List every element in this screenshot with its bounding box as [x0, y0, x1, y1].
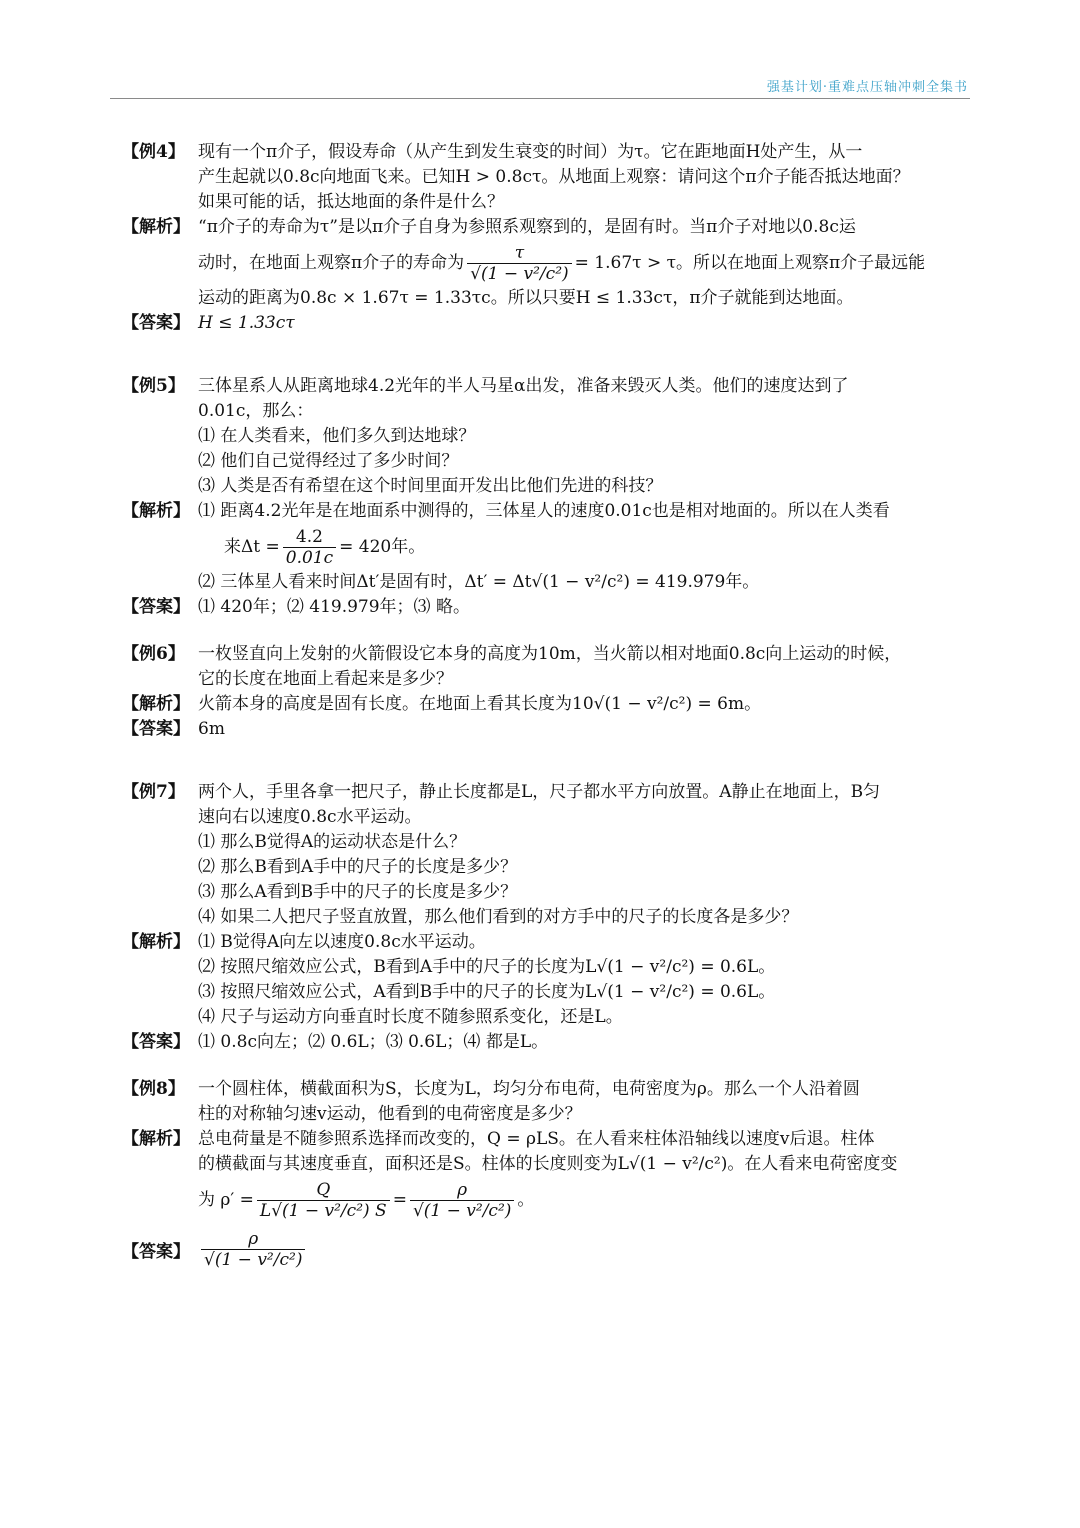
example-6	[122, 642, 967, 742]
solution-text: = 1.67τ > τ。所以在地面上观察π介子最远能	[574, 253, 926, 273]
density-fraction-1	[257, 1180, 390, 1221]
solution-text: 来Δt =	[224, 537, 280, 557]
example-5	[122, 374, 967, 620]
answer-text: H ≤ 1.33cτ	[198, 313, 295, 333]
question-line: 柱的对称轴匀速v运动，他看到的电荷密度是多少？	[198, 1104, 582, 1124]
question-line: 一个圆柱体，横截面积为S，长度为L，均匀分布电荷，电荷密度为ρ。那么一个人沿着圆	[198, 1079, 860, 1099]
fraction-denominator: √(1 − v²/c²)	[412, 1201, 512, 1221]
question-part: ⑶ 人类是否有希望在这个时间里面开发出比他们先进的科技？	[198, 476, 663, 496]
question-part: ⑶ 那么A看到B手中的尺子的长度是多少？	[198, 882, 518, 902]
question-line: 两个人，手里各拿一把尺子，静止长度都是L，尺子都水平方向放置。A静止在地面上，B匀	[198, 782, 881, 802]
question-line: 现有一个π介子，假设寿命（从产生到发生衰变的时间）为τ。它在距地面H处产生，从一	[198, 142, 863, 162]
equals-sign: =	[392, 1190, 407, 1210]
solution-line: 总电荷量是不随参照系选择而改变的，Q = ρLS。在人看来柱体沿轴线以速度v后退。柱体	[198, 1129, 875, 1149]
question-line: 它的长度在地面上看起来是多少？	[198, 669, 453, 689]
document-content	[122, 140, 967, 1275]
solution-line-formula	[198, 524, 967, 570]
solution-label: 【解析】	[122, 694, 190, 714]
solution-label: 【解析】	[122, 932, 190, 952]
fraction-denominator: √(1 − v²/c²)	[470, 264, 569, 284]
solution-text: = 420年。	[339, 537, 426, 557]
answer-text: 6m	[198, 719, 225, 739]
fraction-denominator: 0.01c	[285, 548, 334, 568]
question-part: ⑷ 如果二人把尺子竖直放置，那么他们看到的对方手中的尺子的长度各是多少？	[198, 907, 799, 927]
solution-line: ⑴ B觉得A向左以速度0.8c水平运动。	[198, 932, 486, 952]
question-part: ⑴ 在人类看来，他们多久到达地球？	[198, 426, 476, 446]
answer-label: 【答案】	[122, 1032, 190, 1052]
solution-text: 为 ρ′ =	[198, 1190, 254, 1210]
lifetime-fraction	[467, 243, 571, 284]
example-7	[122, 780, 967, 1055]
example-label: 【例7】	[122, 782, 185, 802]
fraction-numerator: ρ	[201, 1229, 305, 1250]
page-header	[110, 74, 970, 99]
density-fraction-2	[410, 1180, 514, 1221]
question-line: 三体星系人从距离地球4.2光年的半人马星α出发，准备来毁灭人类。他们的速度达到了	[198, 376, 849, 396]
solution-text: 动时，在地面上观察π介子的寿命为	[198, 253, 465, 273]
question-part: ⑴ 那么B觉得A的运动状态是什么？	[198, 832, 467, 852]
fraction-numerator: Q	[257, 1180, 390, 1201]
answer-text: ⑴ 420年；⑵ 419.979年；⑶ 略。	[198, 597, 470, 617]
solution-line: 的横截面与其速度垂直，面积还是S。柱体的长度则变为L√(1 − v²/c²)。在人看来电荷密度变	[198, 1154, 898, 1174]
fraction-numerator: ρ	[410, 1180, 514, 1201]
solution-label: 【解析】	[122, 501, 190, 521]
solution-line: ⑴ 距离4.2光年是在地面系中测得的，三体星人的速度0.01c也是相对地面的。所以在人类看	[198, 501, 890, 521]
solution-line: ⑷ 尺子与运动方向垂直时长度不随参照系变化，还是L。	[198, 1007, 623, 1027]
solution-line-formula	[198, 240, 967, 286]
solution-text: 。	[517, 1190, 535, 1210]
answer-label: 【答案】	[122, 313, 190, 333]
answer-text: ⑴ 0.8c向左；⑵ 0.6L；⑶ 0.6L；⑷ 都是L。	[198, 1032, 549, 1052]
solution-label: 【解析】	[122, 1129, 190, 1149]
solution-line-formula	[198, 1177, 967, 1223]
solution-line: 火箭本身的高度是固有长度。在地面上看其长度为10√(1 − v²/c²) = 6m。	[198, 694, 762, 714]
example-label: 【例8】	[122, 1079, 185, 1099]
fraction-numerator: 4.2	[283, 527, 336, 548]
question-part: ⑵ 他们自己觉得经过了多少时间？	[198, 451, 459, 471]
fraction-denominator: L√(1 − v²/c²) S	[259, 1201, 387, 1221]
fraction-denominator: √(1 − v²/c²)	[204, 1250, 303, 1270]
fraction-numerator: τ	[467, 243, 571, 264]
example-label: 【例6】	[122, 644, 185, 664]
example-label: 【例4】	[122, 142, 185, 162]
example-4	[122, 140, 967, 336]
answer-label: 【答案】	[122, 597, 190, 617]
answer-label: 【答案】	[122, 719, 190, 739]
question-line: 如果可能的话，抵达地面的条件是什么？	[198, 192, 504, 212]
question-line: 一枚竖直向上发射的火箭假设它本身的高度为10m，当火箭以相对地面0.8c向上运动的时候，	[198, 644, 902, 664]
time-fraction	[283, 527, 336, 568]
question-line: 0.01c，那么：	[198, 401, 314, 421]
question-line: 速向右以速度0.8c水平运动。	[198, 807, 422, 827]
question-part: ⑵ 那么B看到A手中的尺子的长度是多少？	[198, 857, 518, 877]
solution-line: ⑶ 按照尺缩效应公式，A看到B手中的尺子的长度为L√(1 − v²/c²) = 0.6L。	[198, 982, 776, 1002]
solution-line: ⑵ 按照尺缩效应公式，B看到A手中的尺子的长度为L√(1 − v²/c²) = 0.6L。	[198, 957, 776, 977]
example-8	[122, 1077, 967, 1275]
answer-fraction	[201, 1229, 305, 1270]
example-label: 【例5】	[122, 376, 185, 396]
solution-label: 【解析】	[122, 217, 190, 237]
answer-label: 【答案】	[122, 1242, 190, 1262]
solution-line: “π介子的寿命为τ”是以π介子自身为参照系观察到的，是固有时。当π介子对地以0.8c运	[198, 217, 856, 237]
header-title: 强基计划·重难点压轴冲刺全集书	[766, 80, 968, 95]
question-line: 产生起就以0.8c向地面飞来。已知H > 0.8cτ。从地面上观察：请问这个π介子能否抵达地面？	[198, 167, 910, 187]
solution-line: ⑵ 三体星人看来时间Δt′是固有时，Δt′ = Δt√(1 − v²/c²) = 419.979年。	[198, 572, 760, 592]
solution-line: 运动的距离为0.8c × 1.67τ = 1.33τc。所以只要H ≤ 1.33cτ，π介子就能到达地面。	[198, 288, 854, 308]
